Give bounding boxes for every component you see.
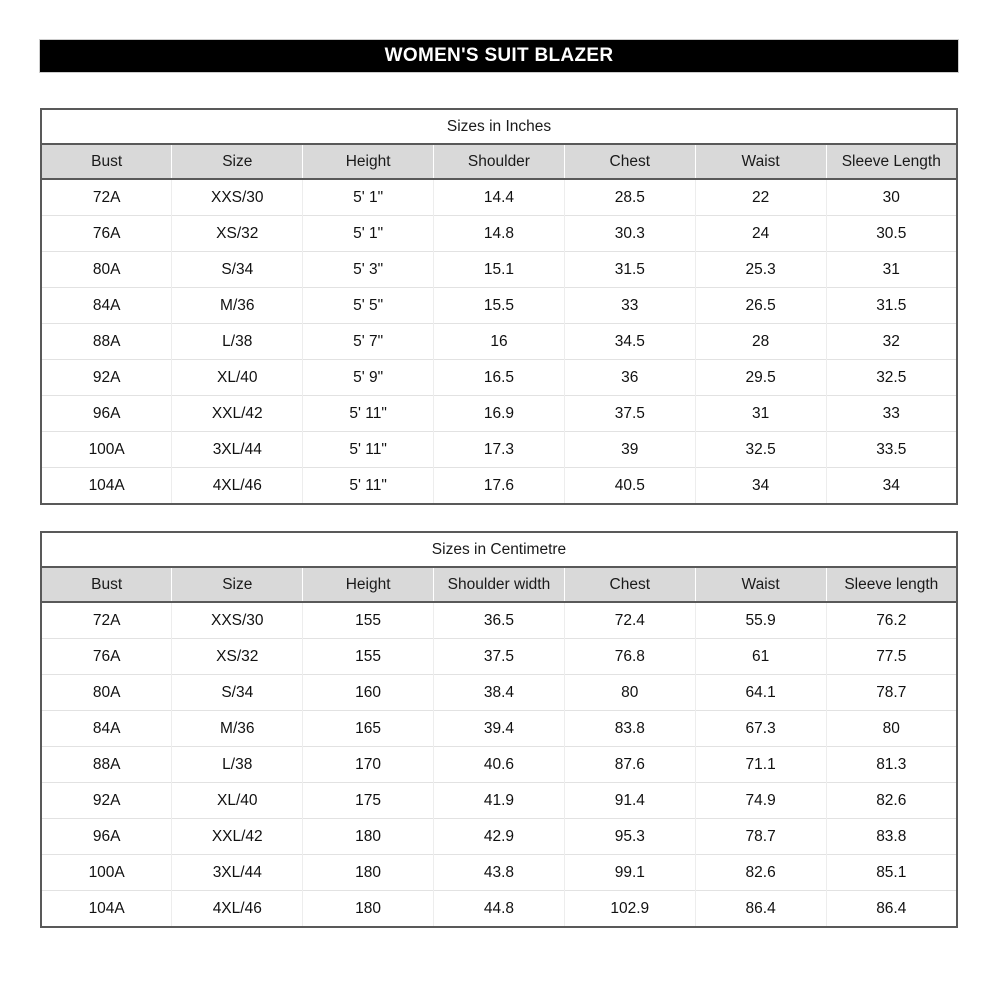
- table-cell: 99.1: [564, 855, 695, 891]
- table-cell: 104A: [41, 891, 172, 928]
- caption-row: [41, 532, 957, 567]
- table-cell: 83.8: [564, 711, 695, 747]
- table-cell: 85.1: [826, 855, 957, 891]
- table-cell: XS/32: [172, 216, 303, 252]
- table-cell: 175: [303, 783, 434, 819]
- table-cell: 43.8: [434, 855, 565, 891]
- table-row: [41, 783, 957, 819]
- table-cell: 86.4: [826, 891, 957, 928]
- table-cell: 55.9: [695, 602, 826, 639]
- table-row: [41, 891, 957, 928]
- column-header: Size: [172, 144, 303, 179]
- table-cell: 32.5: [695, 432, 826, 468]
- table-cell: 91.4: [564, 783, 695, 819]
- table-cell: 88A: [41, 324, 172, 360]
- table-cell: 155: [303, 602, 434, 639]
- table-cell: 71.1: [695, 747, 826, 783]
- table-cell: XXL/42: [172, 396, 303, 432]
- size-table-centimetre: [40, 531, 958, 928]
- table-cell: 25.3: [695, 252, 826, 288]
- table-cell: 39.4: [434, 711, 565, 747]
- table-row: [41, 396, 957, 432]
- table-cell: 33: [826, 396, 957, 432]
- table-cell: 5' 11": [303, 468, 434, 505]
- table-cell: 32.5: [826, 360, 957, 396]
- table-cell: M/36: [172, 288, 303, 324]
- table-row: [41, 819, 957, 855]
- table-cell: 40.6: [434, 747, 565, 783]
- table-cell: 76.2: [826, 602, 957, 639]
- table-cell: 4XL/46: [172, 891, 303, 928]
- table-cell: 16: [434, 324, 565, 360]
- table-row: [41, 179, 957, 216]
- table-cell: 82.6: [826, 783, 957, 819]
- table-cell: 96A: [41, 396, 172, 432]
- table-row: [41, 288, 957, 324]
- table-cell: XL/40: [172, 360, 303, 396]
- table-cell: 5' 5": [303, 288, 434, 324]
- table-cell: 31.5: [564, 252, 695, 288]
- table-cell: 5' 9": [303, 360, 434, 396]
- table-cell: 42.9: [434, 819, 565, 855]
- table-cell: 100A: [41, 432, 172, 468]
- table-cell: 72A: [41, 602, 172, 639]
- table-cell: 31.5: [826, 288, 957, 324]
- column-header: Waist: [695, 567, 826, 602]
- table-cell: 28: [695, 324, 826, 360]
- table-cell: 82.6: [695, 855, 826, 891]
- table-cell: M/36: [172, 711, 303, 747]
- column-header: Sleeve Length: [826, 144, 957, 179]
- table-cell: 14.8: [434, 216, 565, 252]
- table-cell: 92A: [41, 783, 172, 819]
- table-cell: 80: [564, 675, 695, 711]
- table-cell: L/38: [172, 747, 303, 783]
- table-cell: 180: [303, 891, 434, 928]
- table-cell: 104A: [41, 468, 172, 505]
- column-header: Height: [303, 144, 434, 179]
- table-cell: 102.9: [564, 891, 695, 928]
- table-cell: 165: [303, 711, 434, 747]
- size-table-inches: [40, 108, 958, 505]
- table-cell: 41.9: [434, 783, 565, 819]
- product-title: WOMEN'S SUIT BLAZER: [384, 45, 614, 66]
- table-cell: 30.3: [564, 216, 695, 252]
- table-cell: 17.6: [434, 468, 565, 505]
- table-cell: 80: [826, 711, 957, 747]
- table-cell: 96A: [41, 819, 172, 855]
- table-cell: 67.3: [695, 711, 826, 747]
- table-cell: 84A: [41, 711, 172, 747]
- table-cell: 170: [303, 747, 434, 783]
- table-cell: 44.8: [434, 891, 565, 928]
- table-row: [41, 747, 957, 783]
- product-title-banner: [40, 40, 958, 72]
- table-cell: 80A: [41, 675, 172, 711]
- table-cell: 40.5: [564, 468, 695, 505]
- table-row: [41, 216, 957, 252]
- table-cell: 37.5: [564, 396, 695, 432]
- table-row: [41, 711, 957, 747]
- table-cell: 30: [826, 179, 957, 216]
- table-cell: 30.5: [826, 216, 957, 252]
- table-cell: 61: [695, 639, 826, 675]
- table-cell: 36.5: [434, 602, 565, 639]
- table-cell: 5' 3": [303, 252, 434, 288]
- column-header: Chest: [564, 144, 695, 179]
- table-cell: 155: [303, 639, 434, 675]
- column-header: Chest: [564, 567, 695, 602]
- table-cell: 76.8: [564, 639, 695, 675]
- column-header: Bust: [41, 567, 172, 602]
- table-cell: 31: [826, 252, 957, 288]
- table-body: [41, 179, 957, 504]
- table-cell: 81.3: [826, 747, 957, 783]
- table-cell: 86.4: [695, 891, 826, 928]
- table-cell: XL/40: [172, 783, 303, 819]
- table-cell: 80A: [41, 252, 172, 288]
- table-cell: 5' 11": [303, 432, 434, 468]
- table-cell: 95.3: [564, 819, 695, 855]
- table-cell: XS/32: [172, 639, 303, 675]
- table-cell: S/34: [172, 252, 303, 288]
- table-cell: 76A: [41, 216, 172, 252]
- table-cell: 38.4: [434, 675, 565, 711]
- table-row: [41, 855, 957, 891]
- table-row: [41, 324, 957, 360]
- table-cell: 160: [303, 675, 434, 711]
- column-header: Waist: [695, 144, 826, 179]
- table-row: [41, 675, 957, 711]
- table-cell: XXS/30: [172, 602, 303, 639]
- table-cell: 3XL/44: [172, 432, 303, 468]
- table-cell: 87.6: [564, 747, 695, 783]
- table-cell: 14.4: [434, 179, 565, 216]
- table-cell: 3XL/44: [172, 855, 303, 891]
- caption-row: [41, 109, 957, 144]
- column-header: Sleeve length: [826, 567, 957, 602]
- table-row: [41, 602, 957, 639]
- table-cell: 28.5: [564, 179, 695, 216]
- table-cell: 64.1: [695, 675, 826, 711]
- table-caption-centimetre: Sizes in Centimetre: [41, 532, 957, 567]
- table-body: [41, 602, 957, 927]
- table-cell: 72A: [41, 179, 172, 216]
- column-header: Bust: [41, 144, 172, 179]
- table-cell: 34: [826, 468, 957, 505]
- table-cell: 34: [695, 468, 826, 505]
- table-cell: 22: [695, 179, 826, 216]
- table-cell: 16.5: [434, 360, 565, 396]
- column-header: Shoulder: [434, 144, 565, 179]
- table-cell: 5' 1": [303, 216, 434, 252]
- table-row: [41, 252, 957, 288]
- table-cell: 84A: [41, 288, 172, 324]
- table-cell: 15.5: [434, 288, 565, 324]
- table-cell: 15.1: [434, 252, 565, 288]
- table-cell: 16.9: [434, 396, 565, 432]
- table-cell: 31: [695, 396, 826, 432]
- table-cell: 29.5: [695, 360, 826, 396]
- table-cell: 34.5: [564, 324, 695, 360]
- table-cell: 33.5: [826, 432, 957, 468]
- table-cell: S/34: [172, 675, 303, 711]
- table-cell: 32: [826, 324, 957, 360]
- table-cell: 26.5: [695, 288, 826, 324]
- table-cell: XXL/42: [172, 819, 303, 855]
- table-cell: XXS/30: [172, 179, 303, 216]
- table-cell: 24: [695, 216, 826, 252]
- table-cell: 33: [564, 288, 695, 324]
- table-cell: 76A: [41, 639, 172, 675]
- table-cell: 78.7: [695, 819, 826, 855]
- table-cell: 17.3: [434, 432, 565, 468]
- table-cell: 180: [303, 855, 434, 891]
- header-row: [41, 567, 957, 602]
- table-cell: 83.8: [826, 819, 957, 855]
- table-cell: 4XL/46: [172, 468, 303, 505]
- table-row: [41, 639, 957, 675]
- table-cell: 100A: [41, 855, 172, 891]
- table-cell: 39: [564, 432, 695, 468]
- table-row: [41, 432, 957, 468]
- column-header: Size: [172, 567, 303, 602]
- table-cell: 5' 1": [303, 179, 434, 216]
- table-cell: 180: [303, 819, 434, 855]
- table-caption-inches: Sizes in Inches: [41, 109, 957, 144]
- column-header: Height: [303, 567, 434, 602]
- table-cell: 5' 11": [303, 396, 434, 432]
- table-cell: 77.5: [826, 639, 957, 675]
- table-row: [41, 468, 957, 505]
- table-cell: 78.7: [826, 675, 957, 711]
- table-cell: 72.4: [564, 602, 695, 639]
- table-cell: 92A: [41, 360, 172, 396]
- header-row: [41, 144, 957, 179]
- table-cell: 37.5: [434, 639, 565, 675]
- table-row: [41, 360, 957, 396]
- table-cell: 36: [564, 360, 695, 396]
- table-cell: 74.9: [695, 783, 826, 819]
- table-cell: L/38: [172, 324, 303, 360]
- table-cell: 88A: [41, 747, 172, 783]
- column-header: Shoulder width: [434, 567, 565, 602]
- table-cell: 5' 7": [303, 324, 434, 360]
